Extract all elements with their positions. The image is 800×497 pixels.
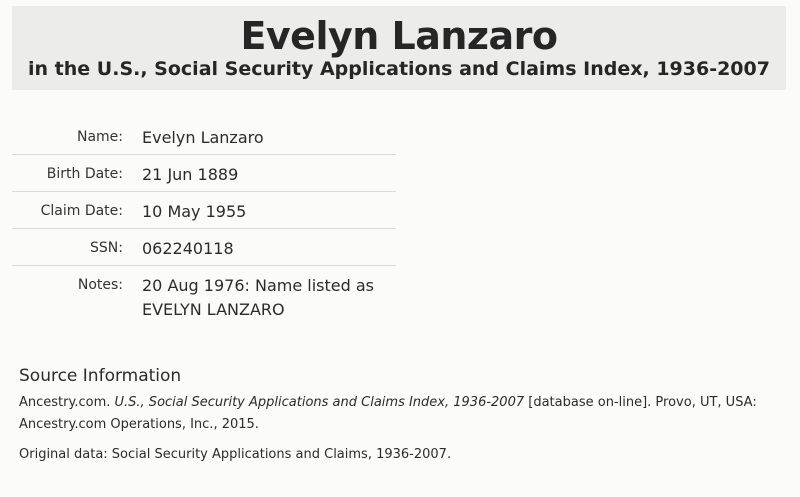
source-publisher: Ancestry.com. [19, 395, 111, 410]
record-row-claim-date [12, 192, 396, 229]
record-row-name [12, 118, 396, 155]
record-value: 10 May 1955 [142, 202, 247, 221]
collection-subtitle: in the U.S., Social Security Applications and Claims Index, 1936-2007 [28, 58, 770, 80]
record-label: Name: [76, 129, 123, 145]
source-information [19, 366, 789, 462]
record-label: SSN: [90, 240, 123, 256]
record-row-notes [12, 266, 396, 322]
record-label: Claim Date: [40, 203, 123, 219]
record-value: 21 Jun 1889 [142, 165, 239, 184]
record-value: 062240118 [142, 239, 234, 258]
record-row-birth-date [12, 155, 396, 192]
record-header [12, 6, 786, 90]
record-value: Evelyn Lanzaro [142, 128, 264, 147]
original-data: Original data: Social Security Applications and Claims, 1936-2007. [19, 447, 452, 462]
record-label: Birth Date: [46, 166, 123, 182]
record-details [12, 118, 396, 322]
record-row-ssn [12, 229, 396, 266]
record-label: Notes: [77, 277, 123, 293]
source-database-title: U.S., Social Security Applications and Claims Index, 1936-2007 [114, 395, 525, 410]
page-title: Evelyn Lanzaro [240, 14, 558, 58]
record-value: 20 Aug 1976: Name listed as EVELYN LANZARO [142, 276, 374, 319]
source-details: [database on-line]. Provo, UT, USA: Ancestry.com Operations, Inc., 2015. [19, 395, 757, 432]
source-heading: Source Information [19, 366, 182, 386]
source-citation [19, 392, 789, 436]
